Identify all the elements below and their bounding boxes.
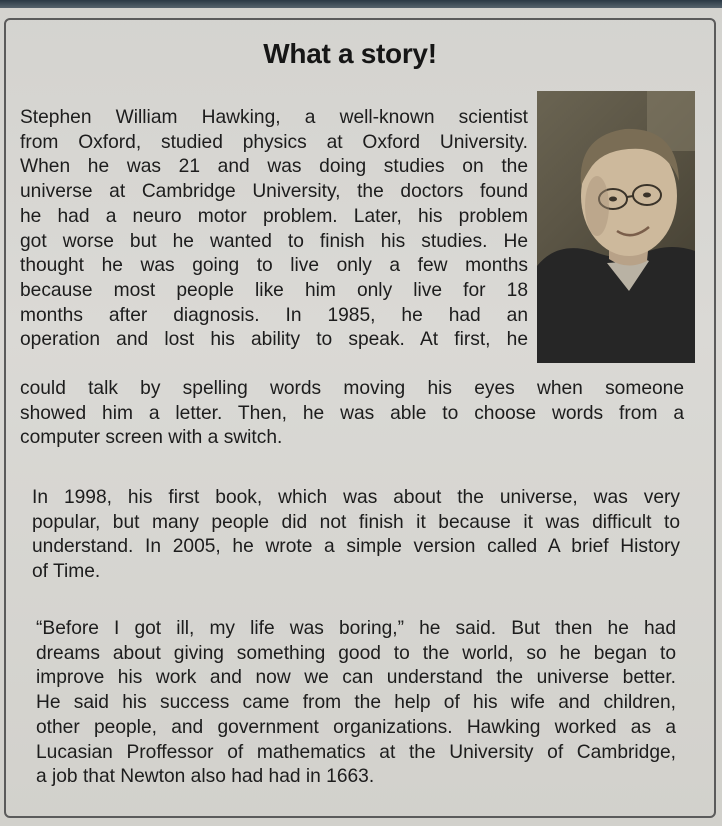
text-line: “Before I got ill, my life was boring,” he said. But then he had <box>36 618 676 639</box>
paragraph-3 <box>36 617 676 790</box>
text-line: understand. In 2005, he wrote a simple version called A brief History <box>32 536 680 558</box>
text-line: got worse but he wanted to finish his studies. He <box>20 230 528 252</box>
text-line: dreams about giving something good to the world, so he began to <box>36 642 676 664</box>
text-line: improve his work and now we can understand the universe better. <box>36 667 676 689</box>
page-title: What a story! <box>263 38 437 69</box>
paragraph-1-continued <box>20 377 684 451</box>
text-line: because most people like him only live for 18 <box>20 279 528 301</box>
text-line: computer screen with a switch. <box>20 427 283 449</box>
portrait-photo-icon <box>537 91 695 363</box>
text-line: months after diagnosis. In 1985, he had an <box>20 304 528 326</box>
text-line: he had a neuro motor problem. Later, his problem <box>20 205 528 227</box>
text-line: thought he was going to live only a few months <box>20 255 528 277</box>
text-line: operation and lost his ability to speak. At first, he <box>20 329 528 351</box>
text-line: In 1998, his first book, which was about the universe, was very <box>32 487 680 508</box>
hawking-portrait-image <box>537 91 695 363</box>
text-line: When he was 21 and was doing studies on the <box>20 156 528 178</box>
text-line: of Time. <box>32 561 101 583</box>
text-line: He said his success came from the help of his wife and children, <box>36 692 676 714</box>
text-line: other people, and government organizations. Hawking worked as a <box>36 716 676 738</box>
text-line: could talk by spelling words moving his eyes when someone <box>20 378 684 399</box>
text-line: universe at Cambridge University, the doctors found <box>20 181 528 203</box>
text-line: from Oxford, studied physics at Oxford University. <box>20 131 528 153</box>
text-line: showed him a letter. Then, he was able to choose words from a <box>20 402 684 424</box>
text-line: Lucasian Proffessor of mathematics at the University of Cambridge, <box>36 741 676 763</box>
text-line: a job that Newton also had had in 1663. <box>36 766 375 788</box>
text-line: Stephen William Hawking, a well-known scientist <box>20 107 528 128</box>
top-edge <box>0 0 722 8</box>
paragraph-1-wrapped <box>20 106 528 353</box>
text-line: popular, but many people did not finish it because it was difficult to <box>32 511 680 533</box>
paragraph-2 <box>32 486 680 585</box>
